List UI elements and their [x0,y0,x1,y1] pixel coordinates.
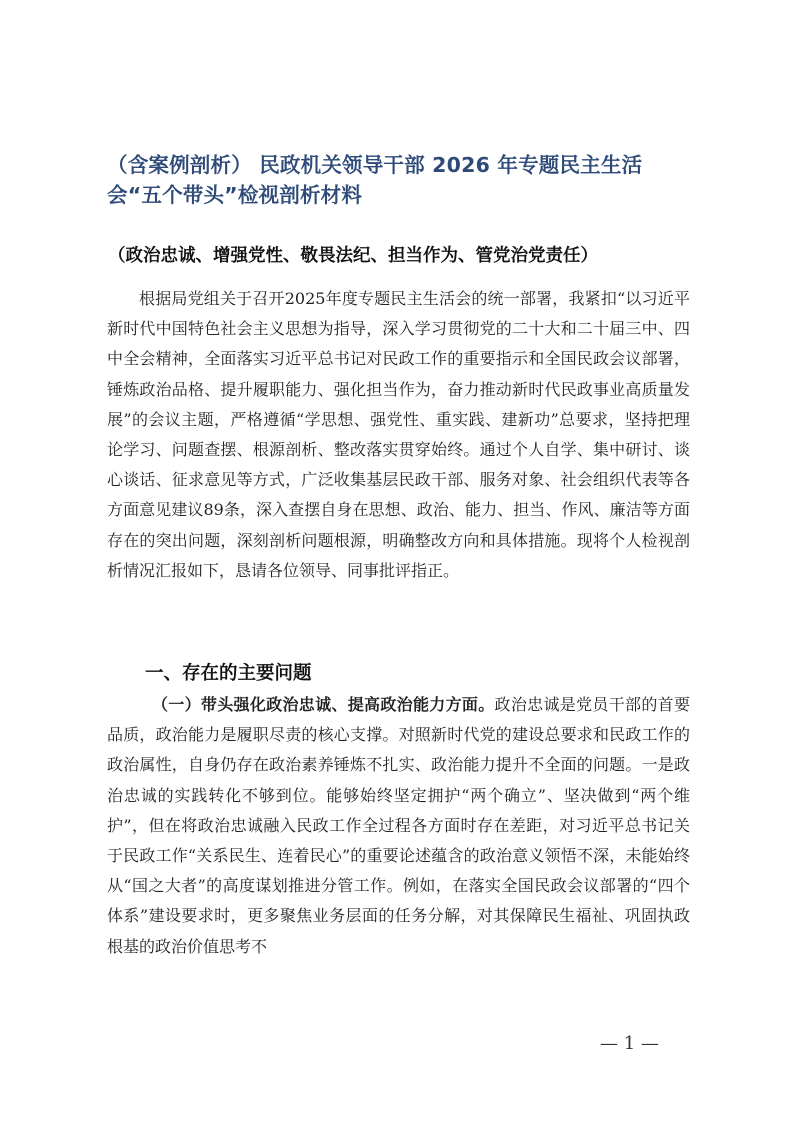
document-title: （含案例剖析） 民政机关领导干部 2026 年专题民主生活会“五个带头”检视剖析材料 [107,153,643,207]
subsection-text: 政治忠诚是党员干部的首要品质，政治能力是履职尽责的核心支撑。对照新时代党的建设总要求和民政工作的政治属性，自身仍存在政治素养锤炼不扎实、政治能力提升不全面的问题。一是政治忠诚的实践转化不够到位。能够始终坚定拥护“两个确立”、坚决做到“两个维护”，但在将政治忠诚融入民政工作全过程各方面时存在差距，对习近平总书记关于民政工作“关系民生、连着民心”的重要论述蕴含的政治意义领悟不深，未能始终从“国之大者”的高度谋划推进分管工作。例如，在落实全国民政会议部署的“四个体系”建设要求时，更多聚焦业务层面的任务分解，对其保障民生福祉、巩固执政根基的政治价值思考不 [107,695,690,956]
subsection-lead: （一）带头强化政治忠诚、提高政治能力方面。 [152,695,495,714]
document-subtitle: （政治忠诚、增强党性、敬畏法纪、担当作为、管党治党责任） [108,246,598,266]
subsection-paragraph [107,690,690,962]
intro-paragraph: 根据局党组关于召开2025年度专题民主生活会的统一部署，我紧扣“以习近平新时代中国特色社会主义思想为指导，深入学习贯彻党的二十大和二十届三中、四中全会精神，全面落实习近平总书记对民政工作的重要指示和全国民政会议部署，锤炼政治品格、提升履职能力、强化担当作为，奋力推动新时代民政事业高质量发展”的会议主题，严格遵循“学思想、强党性、重实践、建新功”总要求，坚持把理论学习、问题查摆、根源剖析、整改落实贯穿始终。通过个人自学、集中研讨、谈心谈话、征求意见等方式，广泛收集基层民政干部、服务对象、社会组织代表等各方面意见建议89条，深入查摆自身在思想、政治、能力、担当、作风、廉洁等方面存在的突出问题，深刻剖析问题根源，明确整改方向和具体措施。现将个人检视剖析情况汇报如下，恳请各位领导、同事批评指正。 [107,289,690,580]
page-number: — 1 — [600,1033,659,1054]
section-heading: 一、存在的主要问题 [145,663,312,684]
